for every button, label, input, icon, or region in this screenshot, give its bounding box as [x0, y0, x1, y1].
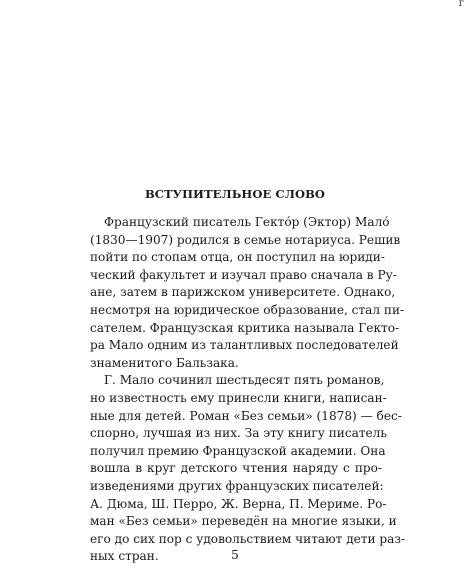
section-heading: ВСТУПИТЕЛЬНОЕ СЛОВО — [144, 187, 326, 201]
text-line: изведениями других французских писателей: — [90, 478, 384, 493]
text-line: сателем. Французская критика называла Гекто- — [90, 320, 400, 335]
text-line: А. Дюма, Ш. Перро, Ж. Верна, П. Мериме. Ро- — [90, 496, 387, 511]
text-line: (1830—1907) родился в семье нотариуса. Решив — [90, 232, 401, 247]
text-line: ане, затем в парижском университете. Однако, — [90, 285, 396, 300]
text-line: ман «Без семьи» переведён на многие языки, и — [90, 514, 397, 529]
text-line: знаменитого Бальзака. — [90, 355, 239, 370]
text-line: спорно, лучшая из них. За эту книгу писатель — [90, 426, 387, 441]
text-line: ные для детей. Роман «Без семьи» (1878) — бес- — [90, 408, 402, 423]
body-text — [90, 214, 406, 566]
text-line: получил премию Французской академии. Она — [90, 443, 386, 458]
paragraph-1 — [90, 214, 405, 372]
paragraph-2 — [90, 372, 406, 566]
text-line: ра Мало одним из талантливых последователей — [90, 338, 399, 353]
page-number: 5 — [231, 548, 239, 562]
text-line: несмотря на юридическое образование, стал пи- — [90, 302, 405, 317]
text-line: но известность ему принесли книги, написан- — [90, 390, 387, 405]
text-line: его до сих пор с удовольствием читают дети раз- — [90, 531, 406, 546]
text-line: пойти по стопам отца, он поступил на юриди- — [90, 250, 385, 265]
text-line: Французский писатель Гекто́р (Эктор) Мало́ — [104, 215, 390, 229]
text-line: вошла в круг детского чтения наряду с про- — [90, 461, 382, 476]
text-line: Г. Мало сочинил шестьдесят пять романов, — [104, 373, 385, 388]
text-line: ных стран. — [90, 549, 159, 564]
corner-mark: г — [458, 0, 464, 9]
text-line: ческий факультет и изучал право сначала в Ру- — [90, 267, 397, 282]
